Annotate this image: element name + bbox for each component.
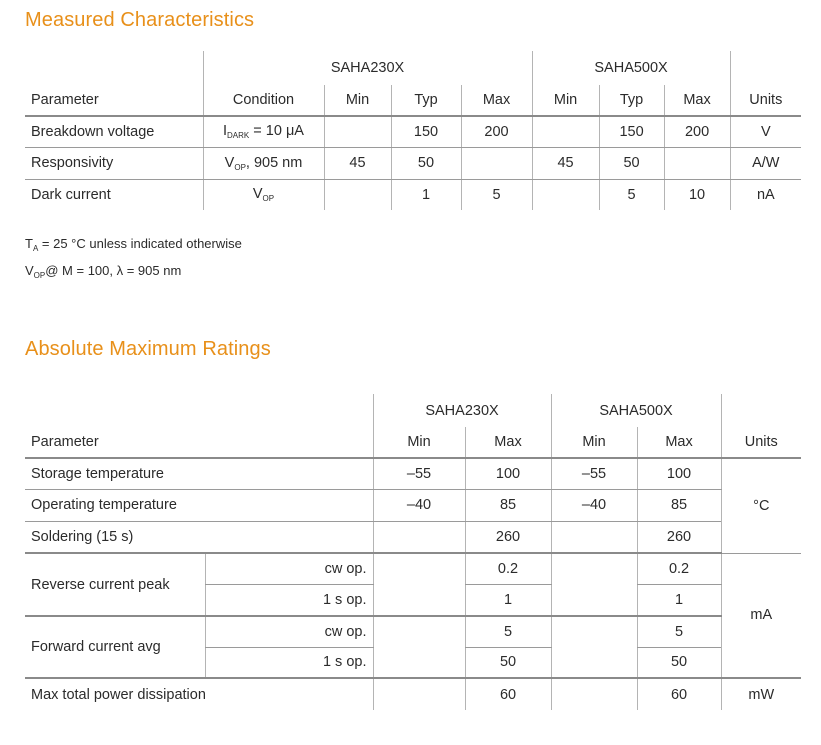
group-saha230x: SAHA230X: [373, 394, 551, 427]
cell-value: –40: [551, 489, 637, 521]
table-row: [25, 147, 801, 179]
table-row: [25, 553, 801, 584]
header-typ: Typ: [599, 85, 664, 116]
row-subcondition: cw op.: [205, 553, 373, 584]
cell-value: [532, 179, 599, 210]
row-subcondition: cw op.: [205, 616, 373, 647]
group-header-row: [25, 394, 801, 427]
cell-value: [551, 521, 637, 553]
header-max: Max: [664, 85, 730, 116]
cell-value: [461, 147, 532, 179]
header-min: Min: [551, 427, 637, 458]
row-condition: $I_{DARK} = 10$ μA: [203, 116, 324, 147]
cell-units: mA: [721, 553, 801, 678]
header-min: Min: [373, 427, 465, 458]
row-parameter: Dark current: [31, 186, 111, 203]
row-parameter: Storage temperature: [25, 458, 373, 489]
row-subcondition: 1 s op.: [205, 584, 373, 616]
cell-units: V: [730, 116, 801, 147]
cell-value: 260: [465, 521, 551, 553]
row-condition: $V_{OP}$, 905 nm: [203, 147, 324, 179]
group-saha500x: SAHA500X: [532, 51, 730, 85]
cell-value: [551, 678, 637, 710]
cell-value: [664, 147, 730, 179]
cell-value: –40: [373, 489, 465, 521]
header-units: Units: [721, 427, 801, 458]
cell-value: 45: [324, 147, 391, 179]
cell-value: [532, 116, 599, 147]
row-parameter: Soldering (15 s): [25, 521, 373, 553]
header-max: Max: [461, 85, 532, 116]
header-max: Max: [465, 427, 551, 458]
cell-value: –55: [373, 458, 465, 489]
header-min: Min: [532, 85, 599, 116]
cell-value: 5: [599, 179, 664, 210]
table-row: [25, 458, 801, 489]
cell-value: 50: [391, 147, 461, 179]
cell-value: –55: [551, 458, 637, 489]
header-min: Min: [324, 85, 391, 116]
header-max: Max: [637, 427, 721, 458]
cell-value: [373, 616, 465, 678]
cell-value: [373, 521, 465, 553]
column-header-row: [25, 427, 801, 458]
cell-value: [373, 678, 465, 710]
group-saha230x: SAHA230X: [203, 51, 532, 85]
header-typ: Typ: [391, 85, 461, 116]
header-parameter: Parameter: [25, 427, 373, 458]
conditions-notes: [25, 233, 242, 287]
cell-units: °C: [721, 458, 801, 553]
cell-value: 260: [637, 521, 721, 553]
cell-value: 200: [664, 116, 730, 147]
row-parameter: Max total power dissipation: [31, 686, 206, 703]
cell-value: 10: [664, 179, 730, 210]
cell-units: A/W: [730, 147, 801, 179]
cell-value: 150: [391, 116, 461, 147]
row-parameter: Reverse current peak: [25, 553, 205, 616]
measured-characteristics-table: [25, 51, 801, 210]
cell-value: [551, 553, 637, 616]
table-row: [25, 678, 801, 710]
row-parameter: Breakdown voltage: [25, 116, 203, 147]
cell-value: 100: [637, 458, 721, 489]
table-row: [25, 616, 801, 647]
cell-value: 100: [465, 458, 551, 489]
cell-value: 0.2: [465, 553, 551, 584]
cell-value: 0.2: [637, 553, 721, 584]
cell-value: [373, 553, 465, 616]
cell-value: 50: [637, 647, 721, 678]
cell-units: mW: [721, 678, 801, 710]
column-header-row: [25, 85, 801, 116]
cell-value: 1: [637, 584, 721, 616]
header-parameter: Parameter: [25, 85, 203, 116]
absolute-maximum-ratings-table: [25, 394, 801, 710]
absolute-maximum-ratings-title: Absolute Maximum Ratings: [25, 338, 271, 360]
group-saha500x: SAHA500X: [551, 394, 721, 427]
table-row: [25, 521, 801, 553]
header-units: Units: [730, 85, 801, 116]
row-subcondition: 1 s op.: [205, 647, 373, 678]
row-parameter: Operating temperature: [25, 489, 373, 521]
cell-value: 50: [599, 147, 664, 179]
group-header-row: [25, 51, 801, 85]
cell-value: [324, 179, 391, 210]
cell-value: [324, 116, 391, 147]
cell-value: 50: [465, 647, 551, 678]
table-row: [25, 116, 801, 147]
cell-value: 5: [465, 616, 551, 647]
note-operating-voltage: $V_{OP}@$ M = 100, λ = 905 nm: [25, 263, 182, 280]
cell-value: 200: [461, 116, 532, 147]
cell-value: 60: [637, 678, 721, 710]
row-parameter: Responsivity: [25, 147, 203, 179]
table-row: [25, 489, 801, 521]
table-row: [25, 179, 801, 210]
measured-characteristics-title: Measured Characteristics: [25, 9, 255, 31]
cell-value: 5: [637, 616, 721, 647]
cell-value: 1: [391, 179, 461, 210]
cell-value: 60: [465, 678, 551, 710]
header-condition: Condition: [203, 85, 324, 116]
cell-units: nA: [730, 179, 801, 210]
cell-value: 1: [465, 584, 551, 616]
cell-value: 85: [637, 489, 721, 521]
row-condition: $V_{OP}$: [203, 179, 324, 210]
cell-value: 45: [532, 147, 599, 179]
row-parameter: Forward current avg: [25, 616, 205, 678]
cell-value: [551, 616, 637, 678]
cell-value: 5: [461, 179, 532, 210]
cell-value: 150: [599, 116, 664, 147]
cell-value: 85: [465, 489, 551, 521]
note-temperature: $T_A = 25$ °C unless indicated otherwise: [25, 236, 242, 253]
